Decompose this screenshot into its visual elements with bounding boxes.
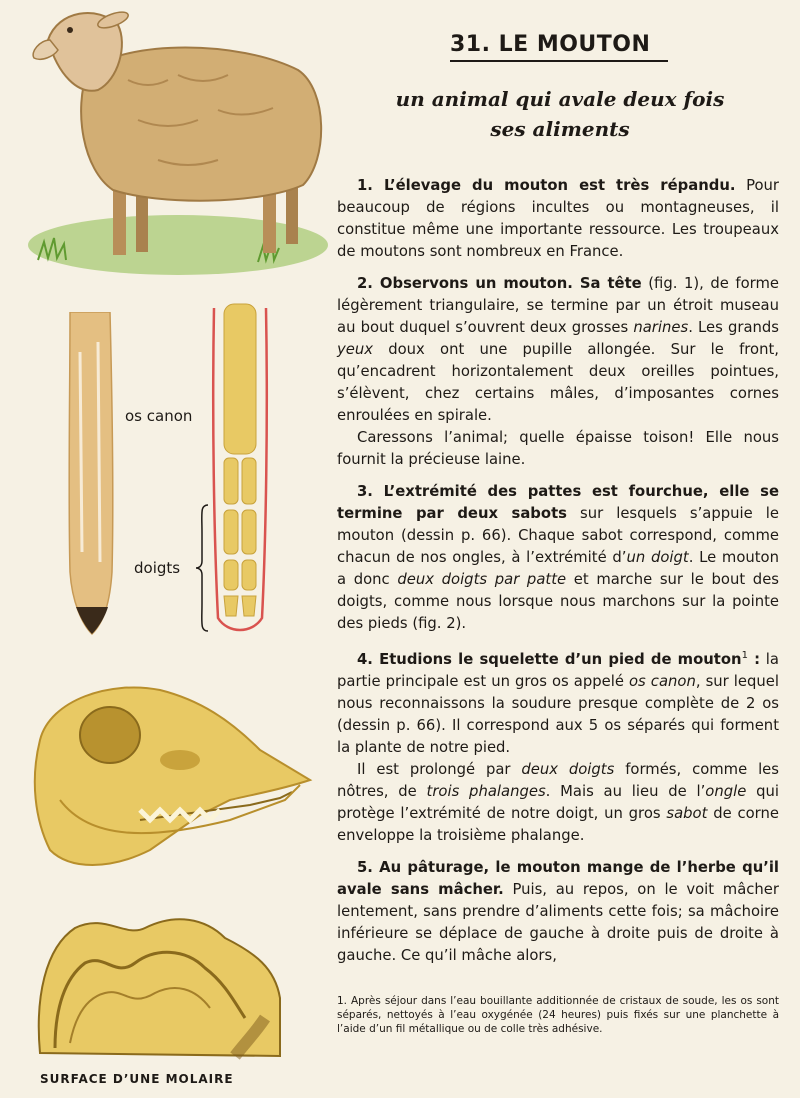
page-title: 31. LE MOUTON	[450, 32, 668, 62]
section-5	[337, 857, 779, 967]
leg-skeleton-illustration	[208, 298, 272, 638]
footnote-mark: 1	[741, 650, 748, 661]
section-3-text: et marche sur le bout des doigts, comme nous lorsque nous marchons sur la pointe des pieds (fig. 2).	[337, 571, 780, 632]
section-4-em: os canon	[629, 672, 696, 690]
section-2-para-2: Caressons l’animal; quelle épaisse toison! Elle nous fournit la précieuse laine.	[337, 429, 779, 468]
section-3-text: sur lesquels s’appuie le mouton (dessin p. 66). Chaque sabot correspond, comme chacun de nos ongles, à l’extrémité d’	[337, 505, 779, 566]
section-4-text: de corne enveloppe la troisième phalange.	[337, 804, 779, 844]
section-4-text: , sur lequel nous reconnaissons la soudure presque complète de 2 os (dessin p. 66). Il correspond aux 5 os séparés qui forment la plante de notre pied.	[337, 672, 779, 756]
section-3	[337, 481, 779, 635]
section-3-em: deux doigts par patte	[397, 571, 567, 588]
section-2-text: . Les grands	[688, 319, 779, 336]
body-text	[337, 175, 779, 977]
section-2-em: narines	[633, 319, 689, 336]
subtitle-line-2: ses aliments	[490, 117, 630, 141]
section-2	[337, 273, 779, 427]
section-5-body: Puis, au repos, on le voit mâcher lentement, sans prendre d’aliments cette fois; sa mâchoire inférieure se déplace de gauche à droite puis de droite à gauche. Ce qu’il mâche alors,	[337, 880, 779, 964]
molar-caption: SURFACE D’UNE MOLAIRE	[40, 1072, 234, 1086]
section-4-heading: 4. Etudions le squelette d’un pied de mouton	[357, 650, 742, 668]
section-3-text: . Le mouton a donc	[337, 549, 779, 588]
section-1-body: Pour beaucoup de régions incultes ou montagneuses, il constitue même une importante ressource. Les troupeaux de moutons sont nombreux en France.	[337, 177, 779, 260]
section-3-heading: 3. L’extrémité des pattes est fourchue, elle se termine par deux sabots	[337, 483, 779, 522]
section-5-heading: 5. Au pâturage, le mouton mange de l’herbe qu’il avale sans mâcher.	[337, 858, 779, 898]
molar-illustration	[35, 908, 283, 1063]
section-4-em: deux doigts	[521, 760, 615, 778]
section-3-em: un doigt	[626, 549, 689, 566]
section-4-text: la partie principale est un gros os appelé	[337, 650, 779, 690]
skull-illustration	[30, 680, 315, 880]
section-4-text: . Mais au lieu de l’	[545, 782, 706, 800]
section-4-text: formés, comme les nôtres, de	[337, 760, 779, 800]
section-4-em: sabot	[666, 804, 708, 822]
section-4-para-2	[337, 759, 779, 847]
section-4-text: Il est prolongé par	[357, 760, 522, 778]
section-4	[337, 645, 779, 759]
section-1-heading: 1. L’élevage du mouton est très répandu.	[357, 177, 736, 194]
section-4-heading-end: :	[747, 650, 761, 668]
sheep-illustration	[18, 0, 328, 285]
section-4-em: ongle	[705, 782, 747, 800]
section-4-text: qui protège l’extrémité de notre doigt, un gros	[337, 782, 779, 822]
os-canon-label: os canon	[125, 407, 193, 425]
sheep-leg-illustration	[62, 312, 122, 637]
doigts-brace	[196, 503, 210, 633]
footnote: 1. Après séjour dans l’eau bouillante additionnée de cristaux de soude, les os sont séparés, nettoyés à l’eau oxygénée (24 heures) puis fixés sur une planchette à l’aide d’un fil métallique ou de colle très adhésive.	[337, 995, 779, 1035]
section-2-heading: 2. Observons un mouton. Sa tête	[357, 275, 642, 292]
section-2-em: yeux	[337, 341, 373, 358]
section-2-text: (fig. 1), de forme légèrement triangulaire, se termine par un étroit museau au bout duquel s’ouvrent deux grosses	[337, 275, 779, 336]
section-2-text: doux ont une pupille allongée. Sur le front, qu’encadrent horizontalement deux oreilles pointues, s’élèvent, chez certains mâles, d’imposantes cornes enroulées en spirale.	[337, 341, 779, 424]
section-1	[337, 175, 779, 263]
section-4-em: trois phalanges	[426, 782, 546, 800]
doigts-label: doigts	[134, 559, 181, 577]
subtitle-line-1: un animal qui avale deux fois	[395, 87, 725, 111]
page-subtitle	[360, 84, 760, 144]
